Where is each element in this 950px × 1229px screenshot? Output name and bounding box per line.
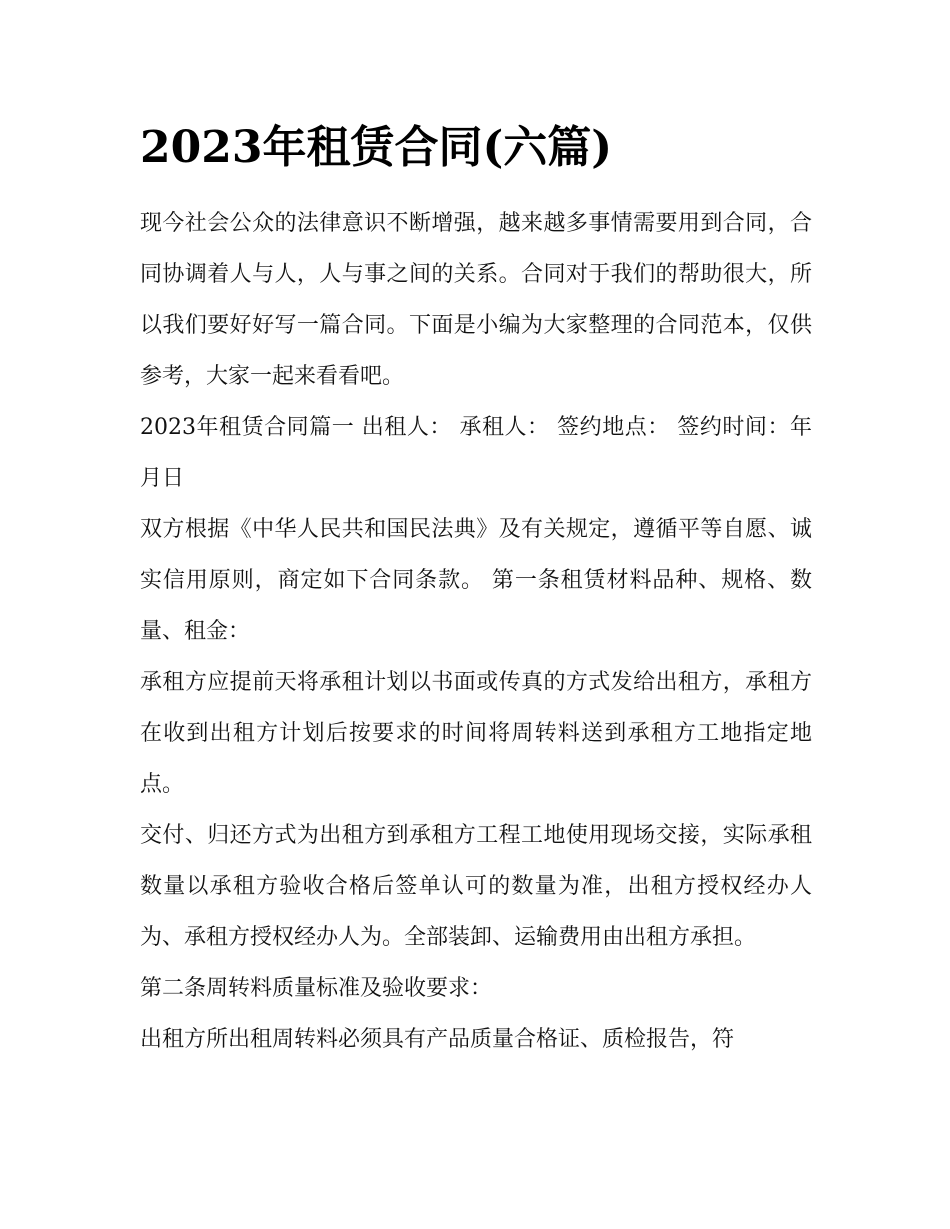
paragraph-article-two-heading: 第二条周转料质量标准及验收要求： bbox=[140, 976, 493, 1001]
paragraph-contract-parties: 2023年租赁合同篇一 出租人： 承租人： 签约地点： 签约时间：年月日 bbox=[140, 415, 812, 491]
paragraph-intro: 现今社会公众的法律意识不断增强，越来越多事情需要用到合同，合同协调着人与人，人与事之间的关系。合同对于我们的帮助很大，所以我们要好好写一篇合同。下面是小编为大家整理的合同范本，仅供参考，大家一起来看看吧。 bbox=[140, 211, 812, 389]
document-body bbox=[140, 198, 812, 1065]
paragraph-delivery-method: 交付、归还方式为出租方到承租方工程工地使用现场交接，实际承租数量以承租方验收合格后签单认可的数量为准，出租方授权经办人为、承租方授权经办人为。全部装卸、运输费用由出租方承担。 bbox=[140, 823, 812, 950]
document-title: 2023年租赁合同(六篇) bbox=[140, 122, 613, 173]
paragraph-rental-plan: 承租方应提前天将承租计划以书面或传真的方式发给出租方，承租方在收到出租方计划后按要求的时间将周转料送到承租方工地指定地点。 bbox=[140, 670, 812, 797]
paragraph-quality-requirements: 出租方所出租周转料必须具有产品质量合格证、质检报告，符 bbox=[140, 1027, 735, 1052]
paragraph-agreement-basis: 双方根据《中华人民共和国民法典》及有关规定，遵循平等自愿、诚实信用原则，商定如下合同条款。 第一条租赁材料品种、规格、数量、租金： bbox=[140, 517, 812, 644]
